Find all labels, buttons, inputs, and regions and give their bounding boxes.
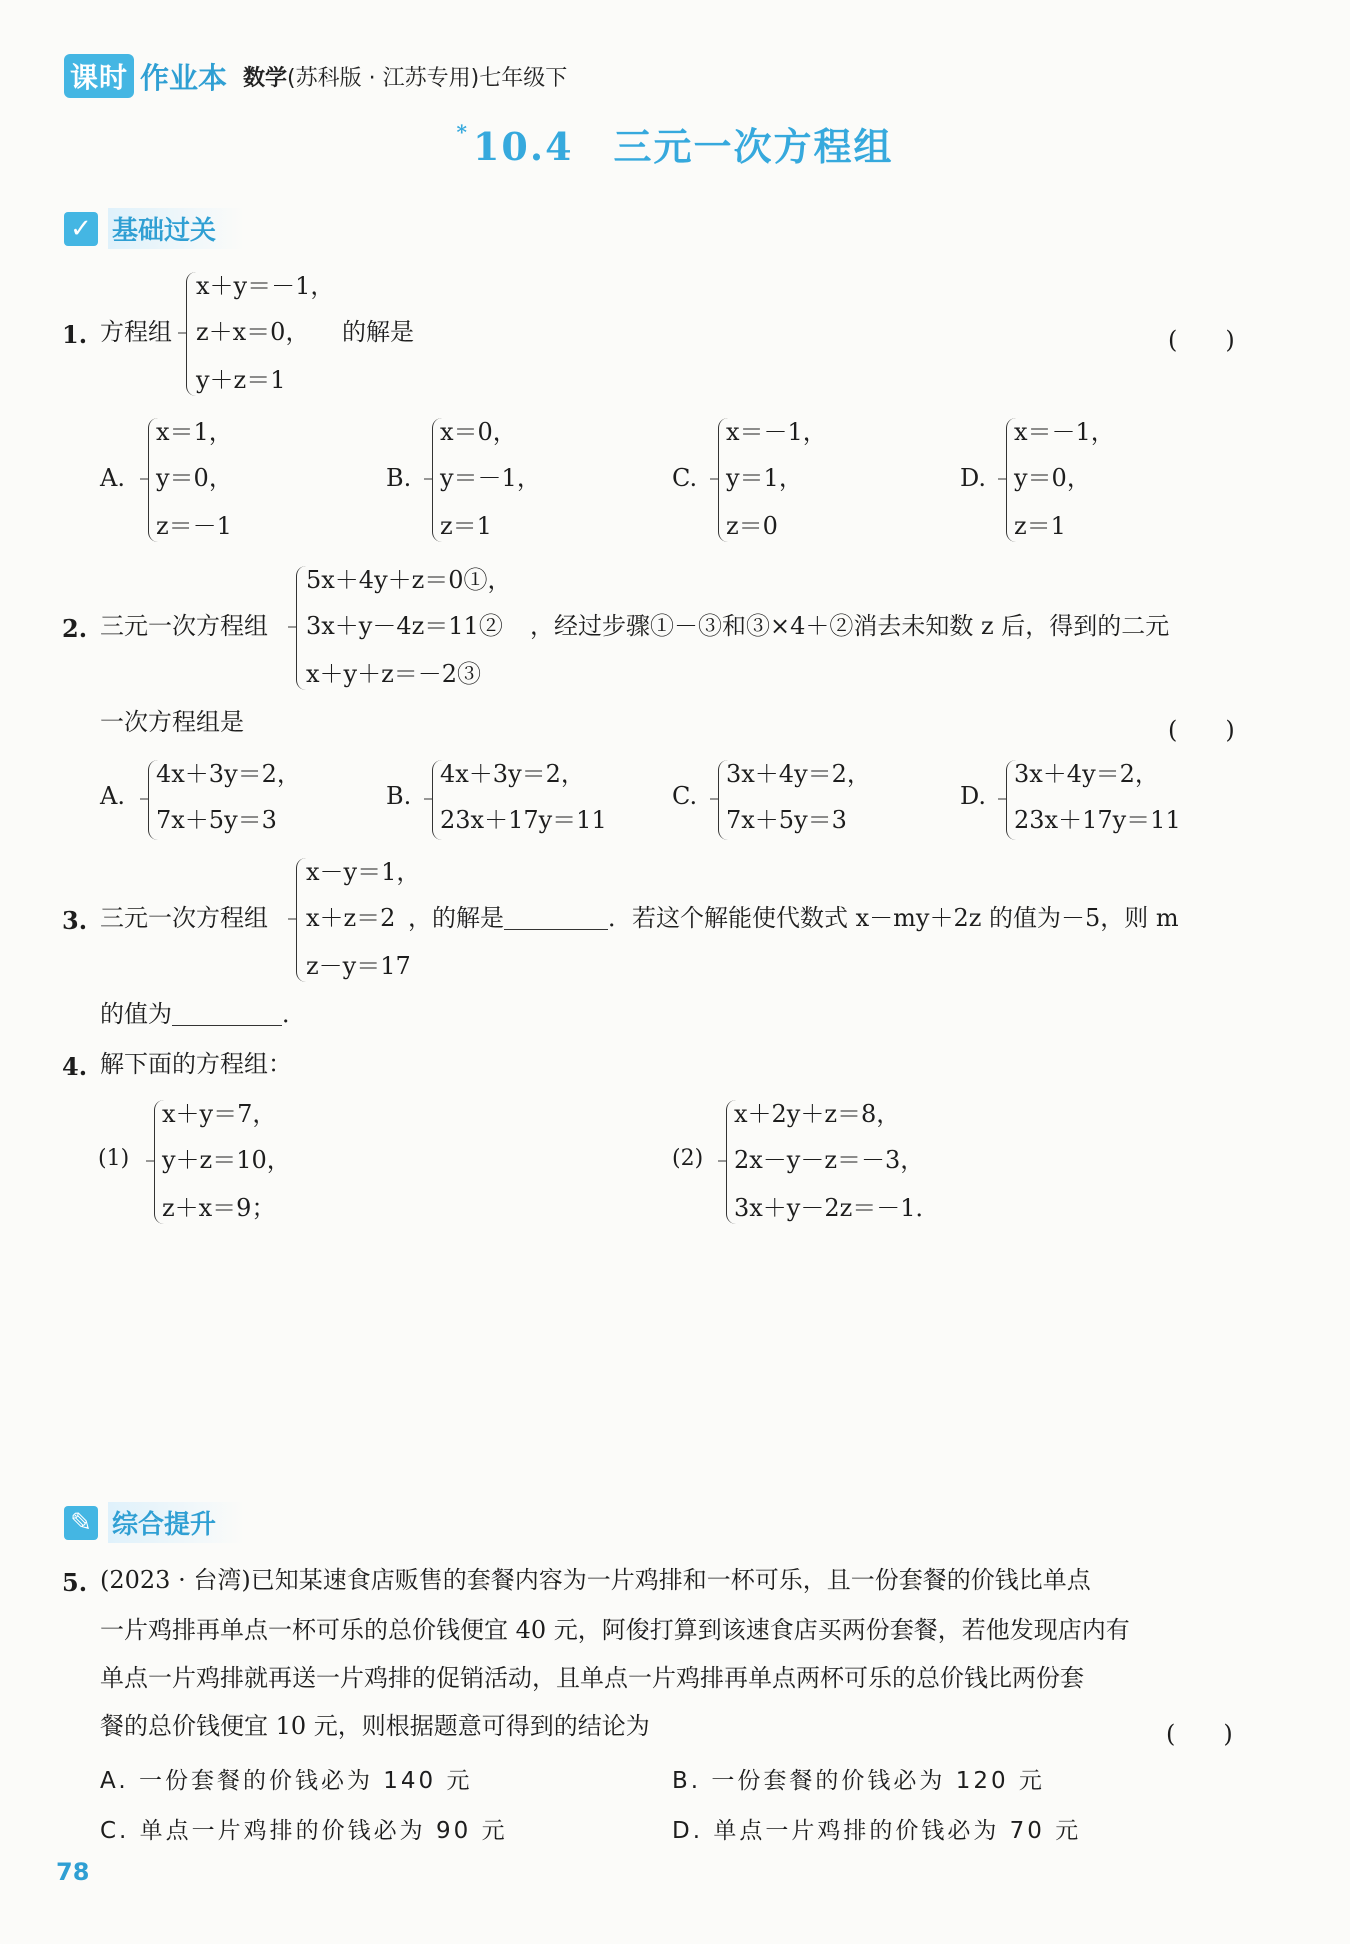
question-line-2: 的值为 (100, 1000, 172, 1028)
page-number: 78 (56, 1858, 90, 1886)
option-line: z＝1 (440, 512, 492, 540)
question-suffix: ，的解是 (408, 904, 504, 932)
option-line: y＝1， (726, 464, 803, 492)
option-line: 7x＋5y＝3 (156, 806, 277, 834)
question-number: 4. (62, 1052, 88, 1081)
equation: y＋z＝10， (162, 1146, 291, 1174)
option-line: x＝－1， (726, 418, 827, 446)
question-line: 餐的总价钱便宜 10 元，则根据题意可得到的结论为 (100, 1712, 650, 1740)
equation: y＋z＝1 (196, 366, 286, 394)
option-a-label[interactable]: A. (100, 782, 125, 810)
option-line: 3x＋4y＝2， (1014, 760, 1159, 788)
option-line: y＝0， (156, 464, 233, 492)
part-1-label: (1) (98, 1146, 130, 1171)
option-line: x＝－1， (1014, 418, 1115, 446)
option-line: z＝－1 (156, 512, 232, 540)
equation: x＋2y＋z＝8， (734, 1100, 901, 1128)
answer-parentheses[interactable]: ( ) (1166, 1720, 1233, 1748)
option-line: 23x＋17y＝11 (440, 806, 607, 834)
question-number: 1. (62, 320, 88, 349)
q3-line-1 (408, 906, 1179, 930)
q3-line-2 (100, 1002, 306, 1026)
answer-parentheses[interactable]: ( ) (1168, 716, 1235, 744)
question-number: 2. (62, 614, 88, 643)
question-line: (2023 · 台湾)已知某速食店贩售的套餐内容为一片鸡排和一杯可乐，且一份套餐的价钱比单点 (100, 1566, 1091, 1594)
question-suffix: ，经过步骤①－③和③×4＋②消去未知数 z 后，得到的二元 (530, 612, 1170, 640)
answer-blank[interactable] (172, 1005, 282, 1026)
equation: x＋z＝2 (306, 904, 396, 932)
option-d-label[interactable]: D. (960, 782, 987, 810)
question-prefix: 方程组 (100, 318, 172, 346)
question-suffix: 的解是 (342, 318, 414, 346)
equation: z－y＝17 (306, 952, 411, 980)
question-suffix: ．若这个解能使代数式 x－my＋2z 的值为－5，则 m (608, 904, 1179, 932)
equation: x＋y＝7， (162, 1100, 277, 1128)
option-line: z＝1 (1014, 512, 1066, 540)
option-d[interactable]: D. 单点一片鸡排的价钱必为 70 元 (672, 1818, 1082, 1844)
subject: 数学 (243, 65, 288, 91)
equation: x＋y＋z＝－2③ (306, 660, 482, 688)
page-header (64, 54, 567, 98)
question-line: 单点一片鸡排就再送一片鸡排的促销活动，且单点一片鸡排再单点两杯可乐的总价钱比两份套 (100, 1664, 1084, 1692)
answer-parentheses[interactable]: ( ) (1168, 326, 1235, 354)
optional-star: * (456, 120, 469, 144)
question-text: 解下面的方程组： (100, 1050, 292, 1078)
equation: x－y＝1， (306, 858, 421, 886)
equation: x＋y＝－1， (196, 272, 335, 300)
pencil-icon: ✎ (64, 1506, 98, 1540)
equation: 3x＋y－4z＝11② (306, 612, 503, 640)
option-a-label[interactable]: A. (100, 464, 125, 492)
title-text: 10.4 三元一次方程组 (472, 124, 894, 169)
part-2-label: (2) (672, 1146, 704, 1171)
option-b[interactable]: B. 一份套餐的价钱必为 120 元 (672, 1768, 1045, 1794)
equation: 3x＋y－2z＝－1． (734, 1194, 940, 1222)
option-line: 3x＋4y＝2， (726, 760, 871, 788)
question-prefix: 三元一次方程组 (100, 904, 268, 932)
option-c-label[interactable]: C. (672, 464, 698, 492)
page-title (0, 116, 1350, 171)
option-line: 7x＋5y＝3 (726, 806, 847, 834)
edition: (苏科版 · 江苏专用)七年级下 (287, 65, 568, 91)
section-basic (64, 208, 244, 249)
option-a[interactable]: A. 一份套餐的价钱必为 140 元 (100, 1768, 473, 1794)
question-line: 一片鸡排再单点一杯可乐的总价钱便宜 40 元，阿俊打算到该速食店买两份套餐，若他发现店内有 (100, 1616, 1130, 1644)
section-advanced (64, 1502, 244, 1543)
section-label: 综合提升 (108, 1502, 244, 1543)
answer-blank[interactable] (504, 909, 608, 930)
option-c[interactable]: C. 单点一片鸡排的价钱必为 90 元 (100, 1818, 508, 1844)
question-prefix: 三元一次方程组 (100, 612, 268, 640)
option-line: 23x＋17y＝11 (1014, 806, 1181, 834)
option-line: x＝1， (156, 418, 233, 446)
option-b-label[interactable]: B. (386, 464, 412, 492)
option-line: x＝0， (440, 418, 517, 446)
equation: 5x＋4y＋z＝0①， (306, 566, 512, 594)
option-line: z＝0 (726, 512, 778, 540)
question-number: 5. (62, 1568, 88, 1597)
brand-name: 作业本 (140, 60, 228, 95)
equation: 2x－y－z＝－3， (734, 1146, 925, 1174)
question-line-2: 一次方程组是 (100, 708, 244, 736)
option-b-label[interactable]: B. (386, 782, 412, 810)
option-d-label[interactable]: D. (960, 464, 987, 492)
option-line: y＝－1， (440, 464, 541, 492)
period: ． (282, 1000, 306, 1028)
option-line: 4x＋3y＝2， (156, 760, 301, 788)
question-number: 3. (62, 906, 88, 935)
checkbox-icon: ✓ (64, 212, 98, 246)
section-label: 基础过关 (108, 208, 244, 249)
option-line: y＝0， (1014, 464, 1091, 492)
equation: z＋x＝9； (162, 1194, 276, 1222)
brand-logo: 课时 (64, 54, 134, 98)
option-c-label[interactable]: C. (672, 782, 698, 810)
option-line: 4x＋3y＝2， (440, 760, 585, 788)
equation: z＋x＝0， (196, 318, 310, 346)
